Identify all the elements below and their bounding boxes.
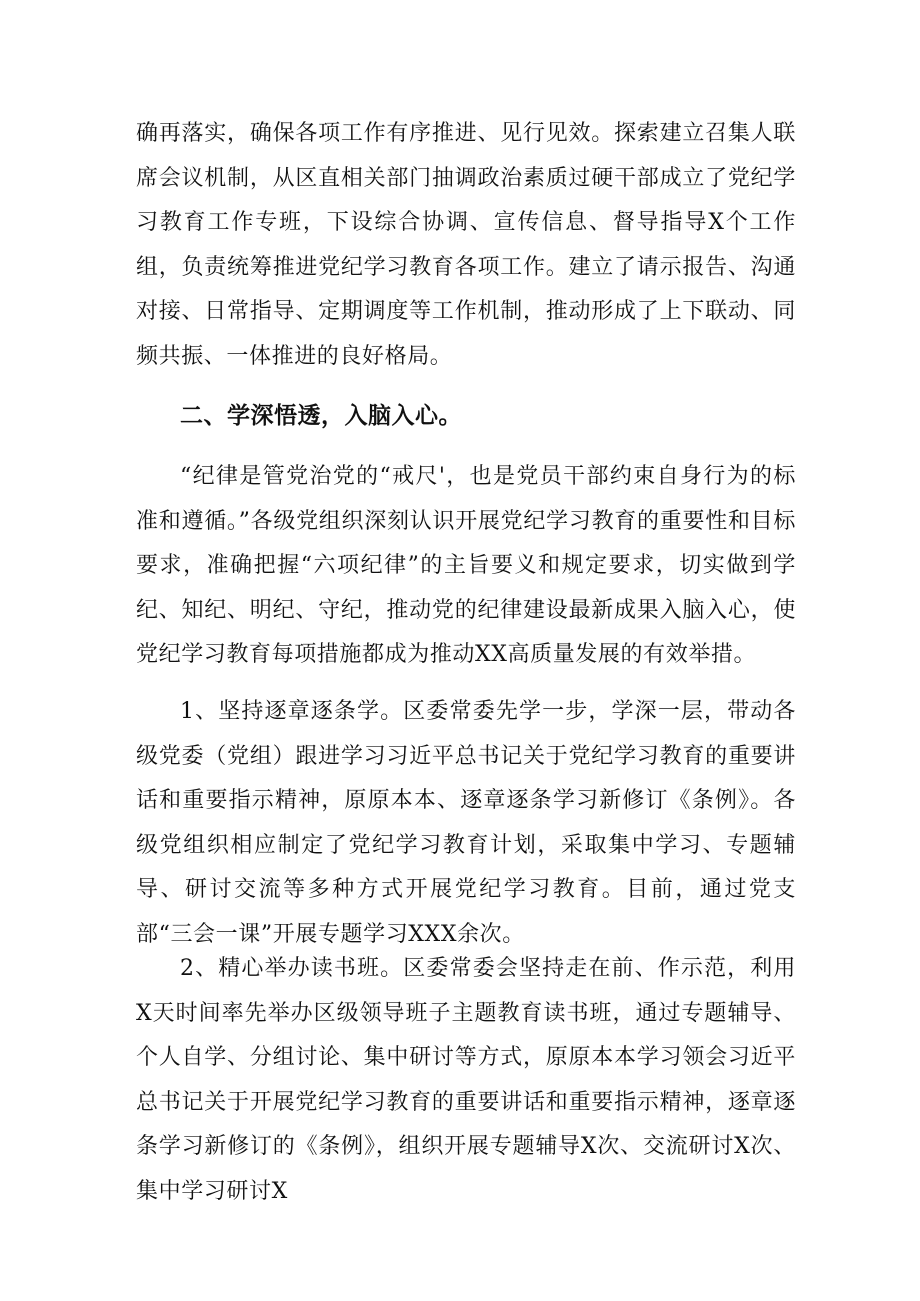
section-heading: 二、学深悟透，入脑入心。: [180, 403, 462, 429]
paragraph-continued: 确再落实，确保各项工作有序推进、见行见效。探索建立召集人联席会议机制，从区直相关部门抽调政治素质过硬干部成立了党纪学习教育工作专班，下设综合协调、宣传信息、督导指导X个工作组，负责统筹推进党纪学习教育各项工作。建立了请示报告、沟通对接、日常指导、定期调度等工作机制，推动形成了上下联动、同频共振、一体推进的良好格局。: [136, 121, 796, 369]
list-item-2: 2、精心举办读书班。区委常委会坚持走在前、作示范，利用X天时间率先举办区级领导班子主题教育读书班，通过专题辅导、个人自学、分组讨论、集中研讨等方式，原原本本学习领会习近平总书记关于开展党纪学习教育的重要讲话和重要指示精神，逐章逐条学习新修订的《条例》，组织开展专题辅导X次、交流研讨X次、集中学习研讨X: [136, 956, 796, 1204]
list-item-1: 1、坚持逐章逐条学。区委常委先学一步，学深一层，带动各级党委（党组）跟进学习习近平总书记关于党纪学习教育的重要讲话和重要指示精神，原原本本、逐章逐条学习新修订《条例》。各级党组织相应制定了党纪学习教育计划，采取集中学习、专题辅导、研讨交流等多种方式开展党纪学习教育。目前，通过党支部“三会一课”开展专题学习XXX余次。: [136, 699, 796, 947]
paragraph-intro: “纪律是管党治党的“戒尺'，也是党员干部约束自身行为的标准和遵循。”各级党组织深刻认识开展党纪学习教育的重要性和目标要求，准确把握“六项纪律”的主旨要义和规定要求，切实做到学纪、知纪、明纪、守纪，推动党的纪律建设最新成果入脑入心，使党纪学习教育每项措施都成为推动XX高质量发展的有效举措。: [136, 464, 796, 667]
